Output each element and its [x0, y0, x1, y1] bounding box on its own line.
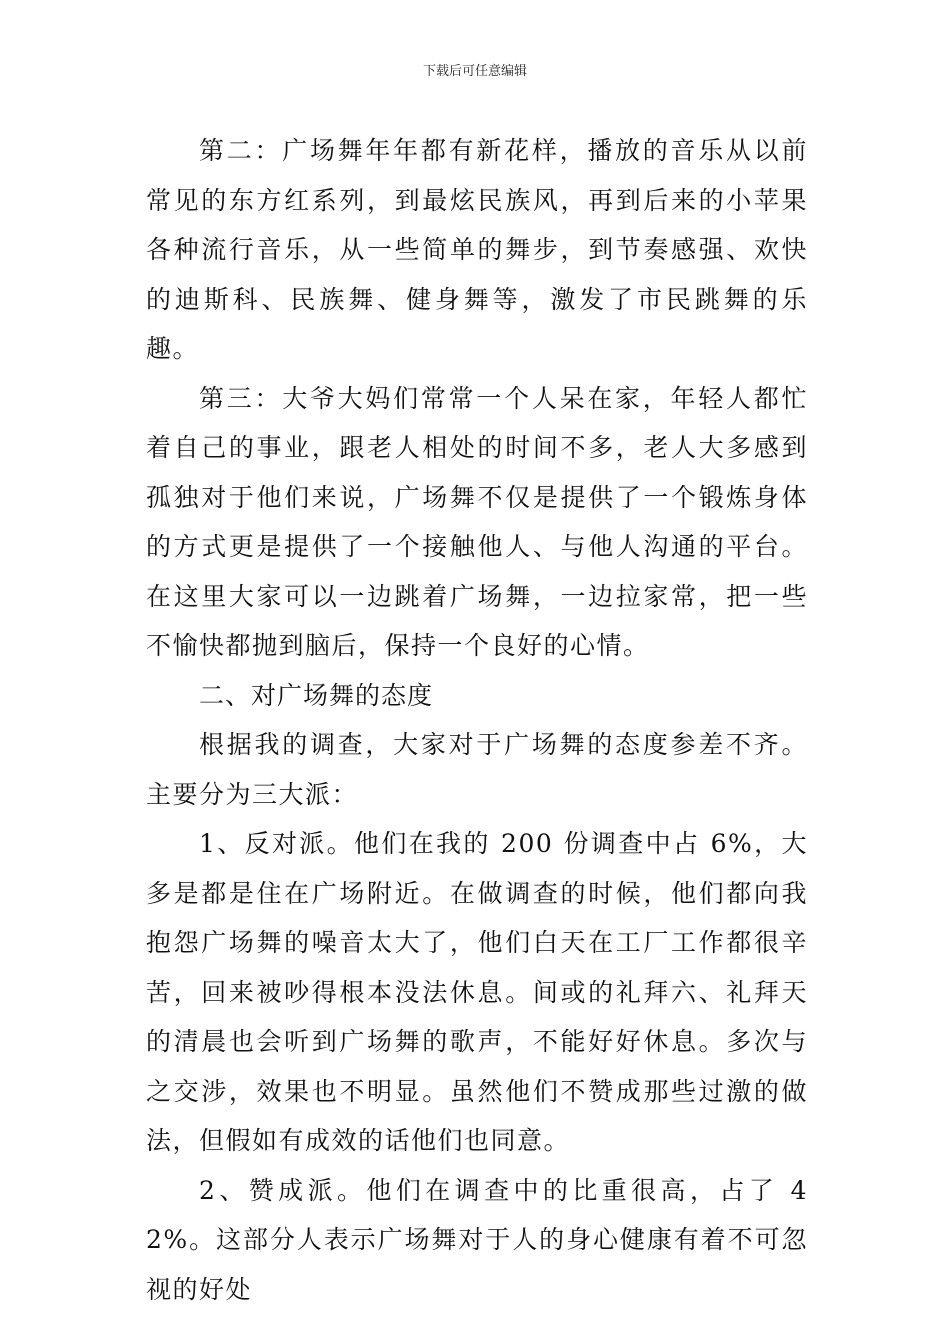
paragraph-opponents: 1、反对派。他们在我的 200 份调查中占 6%，大多是都是住在广场附近。在做调查的时候，他们都向我抱怨广场舞的噪音太大了，他们白天在工厂工作都很辛苦，回来被吵得根本没法休息。间或的礼拜六、礼拜天的清晨也会听到广场舞的歌声，不能好好休息。多次与之交涉，效果也不明显。虽然他们不赞成那些过激的做法，但假如有成效的话他们也同意。 — [146, 829, 808, 1155]
paragraph-point-three: 第三：大爷大妈们常常一个人呆在家，年轻人都忙着自己的事业，跟老人相处的时间不多，老人大多感到孤独对于他们来说，广场舞不仅是提供了一个锻炼身体的方式更是提供了一个接触他人、与他人沟通的平台。在这里大家可以一边跳着广场舞，一边拉家常，把一些不愉快都抛到脑后，保持一个良好的心情。 — [146, 383, 808, 660]
paragraph-survey-intro: 根据我的调查，大家对于广场舞的态度参差不齐。主要分为三大派： — [146, 730, 808, 809]
document-body — [146, 126, 808, 1314]
section-heading-attitude: 二、对广场舞的态度 — [199, 680, 434, 710]
paragraph-point-two: 第二：广场舞年年都有新花样，播放的音乐从以前常见的东方红系列，到最炫民族风，再到后来的小苹果各种流行音乐，从一些简单的舞步，到节奏感强、欢快的迪斯科、民族舞、健身舞等，激发了市民跳舞的乐趣。 — [146, 136, 808, 363]
paragraph-supporters: 2、赞成派。他们在调查中的比重很高，占了 42%。这部分人表示广场舞对于人的身心健康有着不可忽视的好处 — [146, 1175, 808, 1304]
page-header: 下载后可任意编辑 — [422, 64, 527, 79]
